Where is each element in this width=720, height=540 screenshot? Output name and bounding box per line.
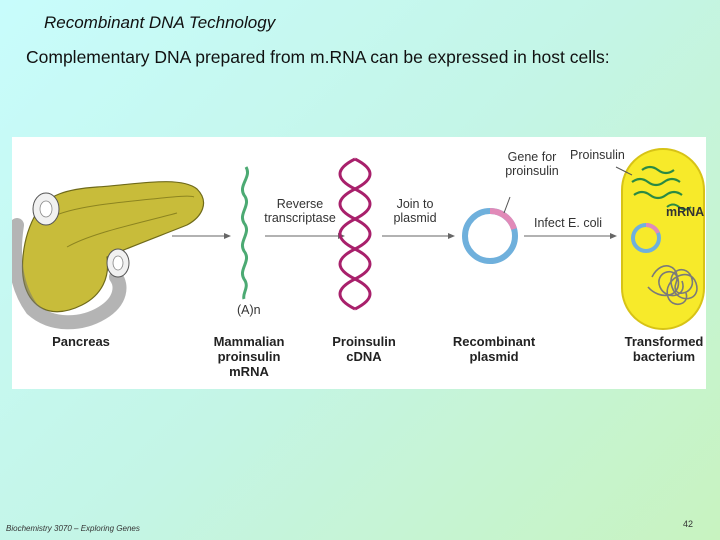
transformed-bacterium (622, 149, 704, 329)
label-proinsulin: Proinsulin (570, 148, 625, 162)
recombinant-plasmid (465, 211, 515, 261)
page-number: 42 (683, 519, 694, 529)
label-recombinant-plasmid: Recombinant plasmid (452, 334, 536, 364)
slide-footer: Biochemistry 3070 – Exploring Genes (6, 524, 140, 533)
label-polya: (A)n (237, 303, 261, 317)
cdna-helix (340, 159, 370, 309)
label-transformed-bacterium: Transformed bacterium (624, 334, 704, 364)
label-mammalian-mrna: Mammalian proinsulin mRNA (213, 334, 285, 379)
label-reverse-transcriptase: Reverse transcriptase (264, 197, 336, 225)
slide-header: Recombinant DNA Technology (44, 13, 276, 32)
label-proinsulin-cdna: Proinsulin cDNA (332, 334, 396, 364)
label-infect-ecoli: Infect E. coli (534, 216, 603, 230)
label-join-to-plasmid: Join to plasmid (393, 197, 437, 225)
cdna-diagram (12, 137, 706, 389)
pancreas-illustration (15, 182, 204, 323)
label-mrna-tag: mRNA (666, 205, 705, 219)
mrna-strand (242, 167, 247, 299)
slide-subtitle: Complementary DNA prepared from m.RNA can be expressed in host cells: (26, 47, 610, 67)
label-pancreas: Pancreas (52, 334, 110, 349)
label-gene-for-proinsulin: Gene for proinsulin (505, 150, 559, 178)
